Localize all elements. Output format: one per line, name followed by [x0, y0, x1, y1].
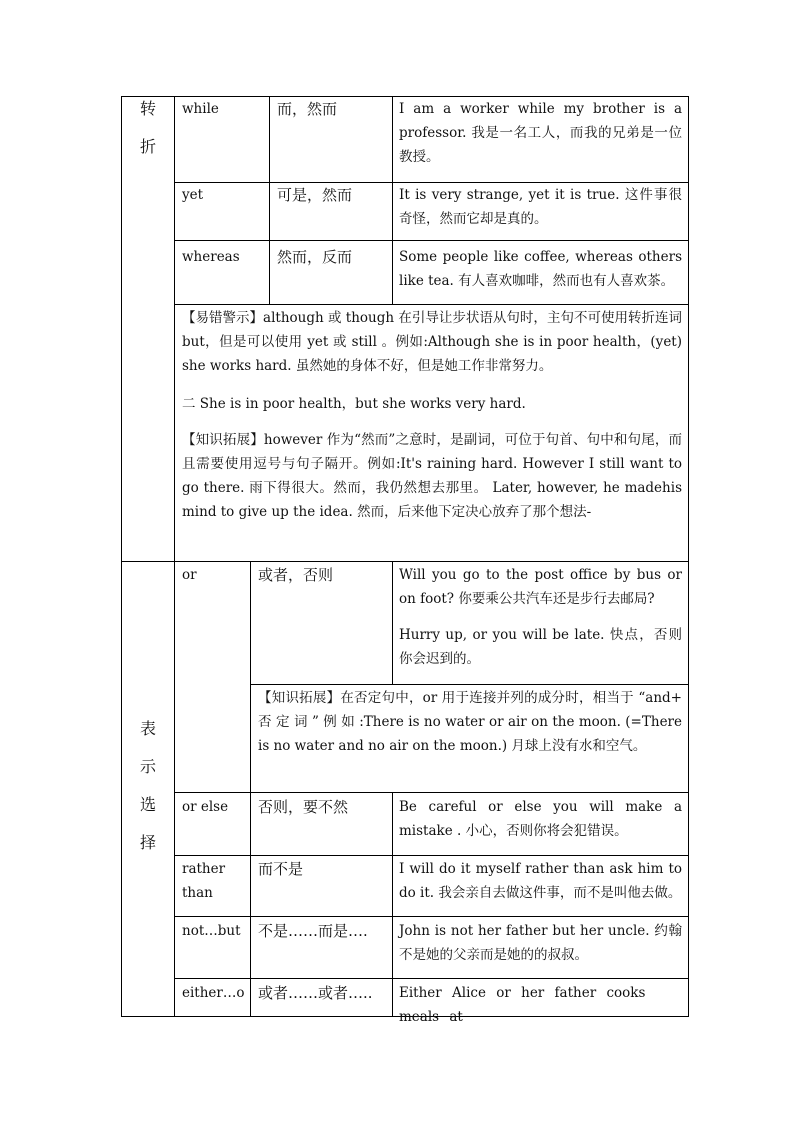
conjunction-word: while	[182, 101, 219, 117]
conjunction-word: or else	[182, 799, 229, 815]
category-label-contrast	[133, 90, 163, 166]
row-divider	[174, 240, 689, 241]
example-sentence: Will you go to the post office by bus or on foot? 你要乘公共汽车还是步行去邮局?	[399, 567, 682, 607]
example-sentence: I am a worker while my brother is a professor. 我是一名工人，而我的兄弟是一位教授。	[399, 101, 682, 165]
category-char: 转	[139, 99, 156, 118]
example-sentence: Some people like coffee, whereas others like tea. 有人喜欢咖啡，然而也有人喜欢茶。	[399, 249, 682, 289]
conjunction-word: yet	[182, 187, 204, 203]
conjunction-word: whereas	[182, 249, 240, 265]
note-warning: 【易错警示】although 或 though 在引导让步状语从句时，主句不可使用转折连词 but，但是可以使用 yet 或 still 。例如:Although she is in poor health，(yet) she works hard. 虽然她的身体不好，但是她工作非常努力。	[182, 310, 682, 374]
row-divider	[174, 304, 689, 305]
column-divider	[392, 561, 393, 684]
conjunction-word: not…but	[182, 923, 241, 939]
example-sentence: Either Alice or her father cooks meals at	[399, 985, 646, 1025]
column-divider	[174, 96, 175, 1017]
note-alternative: 二 She is in poor health，but she works very hard.	[182, 396, 526, 412]
conjunction-word: or	[182, 567, 197, 583]
section-divider	[121, 561, 689, 562]
column-divider	[392, 96, 393, 304]
row-divider	[174, 792, 689, 793]
conjunction-word: rather than	[182, 861, 226, 901]
column-divider	[269, 96, 270, 304]
table-border-left	[121, 96, 122, 1017]
conjunction-meaning: 或者……或者…..	[258, 984, 373, 1002]
conjunction-meaning: 否则，要不然	[258, 798, 349, 816]
example-sentence: Hurry up, or you will be late. 快点，否则你会迟到的。	[399, 627, 682, 667]
note-expand: 【知识拓展】however 作为“然而”之意时，是副词，可位于句首、句中和句尾，而且需要使用逗号与句子隔开。例如:It's raining hard. However I still want to go there. 雨下得很大。然而，我仍然想去那里。 Later, however, he madehis mind to give up the idea. 然而，后来他下定决心放弃了那个想法-	[182, 432, 682, 520]
row-divider	[174, 855, 689, 856]
category-char: 选	[139, 795, 156, 814]
column-divider	[392, 792, 393, 1017]
conjunction-meaning: 而，然而	[277, 100, 338, 118]
example-sentence: It is very strange, yet it is true. 这件事很奇怪，然而它却是真的。	[399, 187, 682, 227]
example-sentence: Be careful or else you will make a mistake . 小心，否则你将会犯错误。	[399, 799, 682, 839]
category-label-choice	[133, 710, 163, 862]
table-border-right	[688, 96, 689, 1017]
row-divider	[250, 684, 689, 685]
example-sentence: John is not her father but her uncle. 约翰不是她的父亲而是她的的叔叔。	[399, 923, 682, 963]
category-char: 择	[139, 833, 156, 852]
example-sentence: I will do it myself rather than ask him to do it. 我会亲自去做这件事，而不是叫他去做。	[399, 861, 682, 901]
conjunction-meaning: 不是……而是….	[258, 922, 368, 940]
row-divider	[174, 978, 689, 979]
conjunction-meaning: 然而，反而	[277, 248, 353, 266]
conjunction-word: either…o	[182, 985, 245, 1001]
conjunction-meaning: 或者，否则	[258, 566, 334, 584]
conjunction-meaning: 而不是	[258, 860, 304, 878]
note-expand: 【知识拓展】在否定句中，or 用于连接并列的成分时，相当于 “and+ 否 定 词 ” 例 如 :There is no water or air on the moon. (=There is no water and no air on the moon.) 月球上没有水和空气。	[258, 690, 682, 754]
category-char: 折	[139, 137, 156, 156]
row-divider	[174, 916, 689, 917]
category-char: 示	[139, 757, 156, 776]
conjunction-meaning: 可是，然而	[277, 186, 353, 204]
column-divider	[250, 561, 251, 1017]
category-char: 表	[139, 719, 156, 738]
